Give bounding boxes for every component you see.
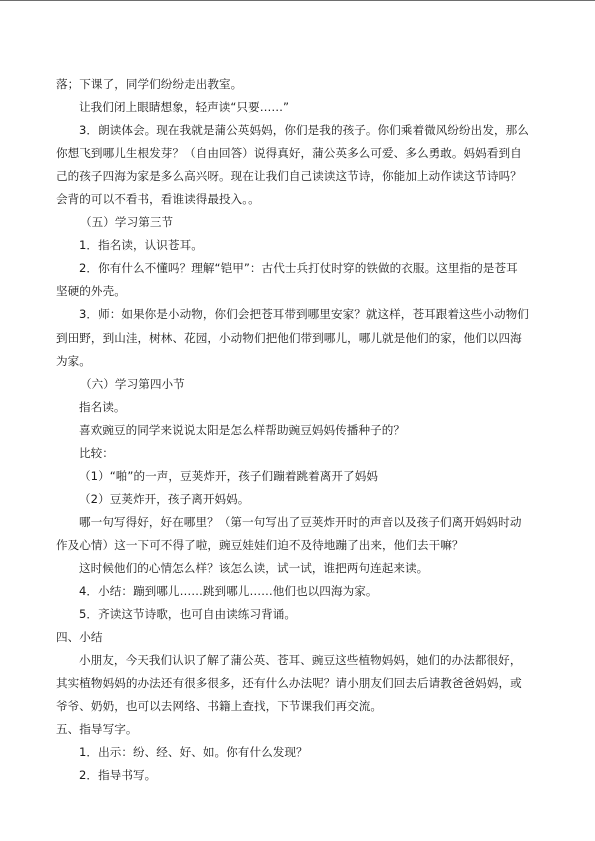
text-line: 2．指导书写。	[79, 768, 157, 783]
text-line: 你想飞到哪儿生根发芽？（自由回答）说得真好，蒲公英多么可爱、多么勇敢。妈妈看到自	[56, 146, 522, 161]
text-line: 爷爷、奶奶，也可以去网络、书籍上查找，下节课我们再交流。	[56, 699, 383, 714]
text-line: （1）“啪”的一声，豆荚炸开，孩子们蹦着跳着离开了妈妈	[79, 468, 378, 483]
text-line: 指名读。	[79, 399, 126, 414]
header-rule	[0, 0, 595, 1]
text-line: （六）学习第四小节	[80, 376, 185, 391]
document-body	[56, 73, 540, 787]
text-line: 作及心情）这一下可不得了啦，豌豆娃娃们迫不及待地蹦了出来，他们去干嘛？	[56, 537, 464, 552]
text-line: 会背的可以不看书，看谁读得最投入。。	[56, 192, 260, 207]
text-line: 3．朗读体会。现在我就是蒲公英妈妈，你们是我的孩子。你们乘着微风纷纷出发，那么	[79, 123, 529, 138]
text-line: 5．齐读这节诗歌，也可自由读练习背诵。	[79, 607, 297, 622]
text-line: 五、指导写字。	[56, 722, 138, 737]
text-line: 哪一句写得好，好在哪里？（第一句写出了豆荚炸开时的声音以及孩子们离开妈妈时动	[79, 514, 522, 529]
text-line: 到田野，到山洼，树林、花园，小动物们把他们带到哪儿，哪儿就是他们的家，他们以四海	[56, 330, 522, 345]
text-line: （2）豆荚炸开，孩子离开妈妈。	[79, 491, 250, 506]
text-line: 这时候他们的心情怎么样？该怎么读，试一试，谁把两句连起来读。	[79, 560, 429, 575]
text-line: （五）学习第三节	[80, 215, 174, 230]
text-line: 己的孩子四海为家是多么高兴呀。现在让我们自己读读这节诗，你能加上动作读这节诗吗？	[56, 169, 522, 184]
text-line: 4．小结：蹦到哪儿……跳到哪儿……他们也以四海为家。	[79, 584, 378, 599]
text-line: 1．指名读，认识苍耳。	[79, 238, 203, 253]
text-line: 四、小结	[56, 630, 103, 645]
text-line: 坚硬的外壳。	[56, 284, 126, 299]
text-line: 让我们闭上眼睛想象，轻声读“只要……”	[79, 100, 290, 115]
text-line: 小朋友，今天我们认识了解了蒲公英、苍耳、豌豆这些植物妈妈，她们的办法都很好，	[79, 653, 522, 668]
text-line: 为家。	[56, 353, 91, 368]
text-line: 喜欢豌豆的同学来说说太阳是怎么样帮助豌豆妈妈传播种子的？	[79, 422, 406, 437]
text-line: 3．师：如果你是小动物，你们会把苍耳带到哪里安家？就这样，苍耳跟着这些小动物们	[79, 307, 529, 322]
text-line: 落；下课了，同学们纷纷走出教室。	[56, 77, 243, 91]
text-line: 1．出示：纷、经、好、如。你有什么发现？	[79, 745, 308, 760]
text-line: 其实植物妈妈的办法还有很多很多，还有什么办法呢？请小朋友们回去后请教爸爸妈妈，或	[56, 676, 522, 691]
text-line: 比较：	[79, 445, 114, 460]
text-line: 2．你有什么不懂吗？理解“铠甲”：古代士兵打仗时穿的铁做的衣服。这里指的是苍耳	[79, 261, 518, 276]
